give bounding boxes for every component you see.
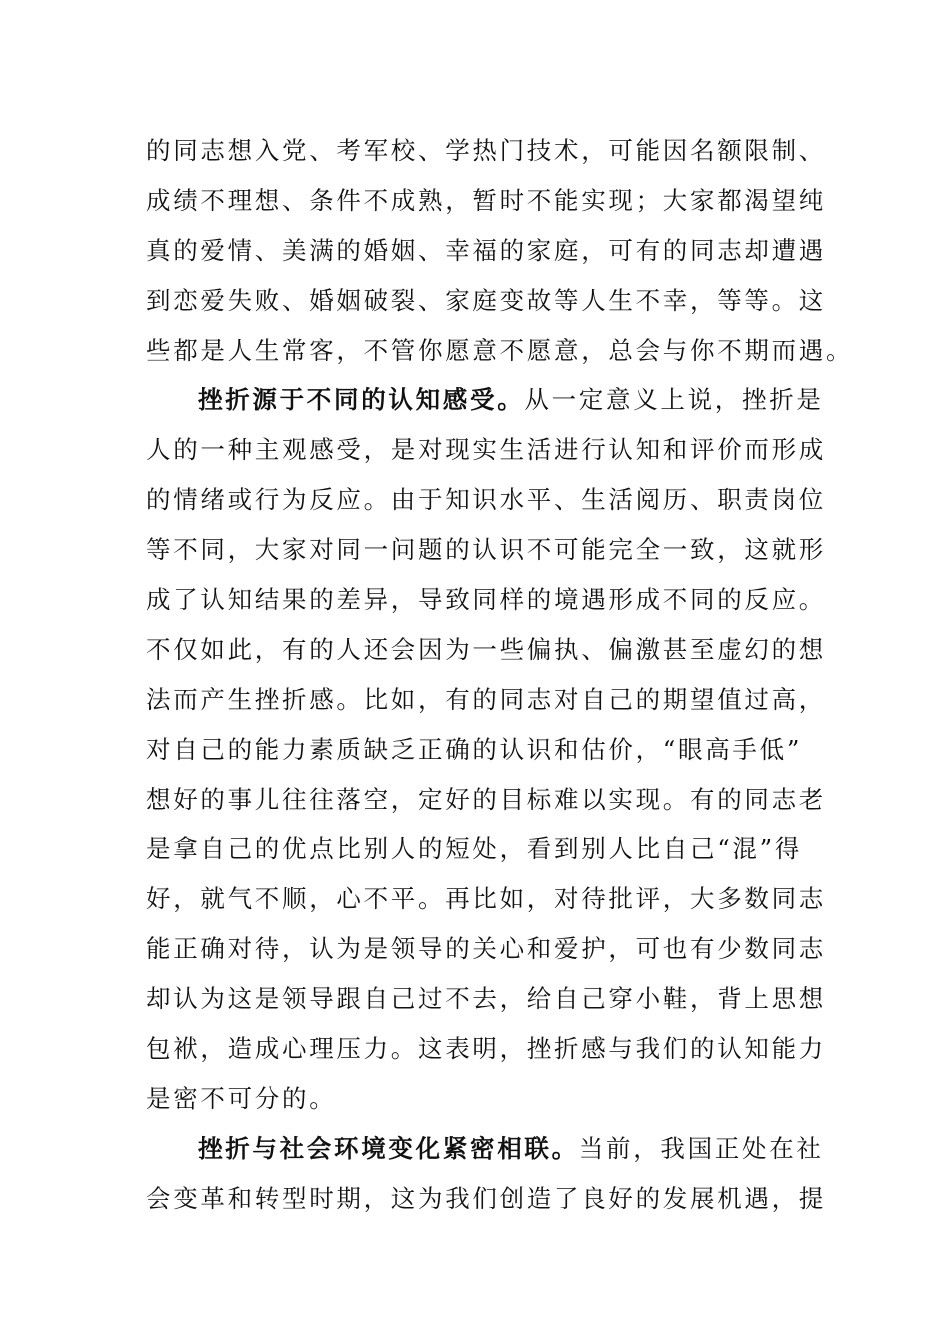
text-line: 是拿自己的优点比别人的短处，看到别人比自己“混”得 (146, 834, 803, 864)
paragraph-text: 从一定意义上说，挫折是 (524, 385, 824, 415)
paragraph-text: 当前，我国正处在社 (578, 1133, 824, 1163)
text-line: 对自己的能力素质缺乏正确的认识和估价，“眼高手低” (146, 734, 803, 764)
text-line: 成了认知结果的差异，导致同样的境遇形成不同的反应。 (146, 585, 826, 615)
text-line: 些都是人生常客，不管你愿意不愿意，总会与你不期而遇。 (146, 335, 854, 365)
text-line: 不仅如此，有的人还会因为一些偏执、偏激甚至虚幻的想 (146, 634, 826, 664)
text-line: 成绩不理想、条件不成熟，暂时不能实现；大家都渴望纯 (146, 185, 826, 215)
text-line: 等不同，大家对同一问题的认识不可能完全一致，这就形 (146, 535, 826, 565)
text-line: 包袱，造成心理压力。这表明，挫折感与我们的认知能力 (146, 1034, 826, 1064)
text-line: 的情绪或行为反应。由于知识水平、生活阅历、职责岗位 (146, 485, 826, 515)
text-line: 是密不可分的。 (146, 1083, 337, 1113)
paragraph-first-line (146, 1124, 824, 1174)
text-line: 到恋爱失败、婚姻破裂、家庭变故等人生不幸，等等。这 (146, 285, 826, 315)
text-line: 人的一种主观感受，是对现实生活进行认知和评价而形成 (146, 435, 826, 465)
paragraph-first-line (146, 375, 824, 425)
paragraph-heading: 挫折与社会环境变化紧密相联。 (198, 1133, 579, 1163)
text-line: 会变革和转型时期，这为我们创造了良好的发展机遇，提 (146, 1183, 826, 1213)
text-line: 真的爱情、美满的婚姻、幸福的家庭，可有的同志却遭遇 (146, 235, 826, 265)
text-line: 的同志想入党、考军校、学热门技术，可能因名额限制、 (146, 136, 826, 165)
paragraph-heading: 挫折源于不同的认知感受。 (198, 385, 525, 415)
text-line: 想好的事儿往往落空，定好的目标难以实现。有的同志老 (146, 784, 826, 814)
text-line: 好，就气不顺，心不平。再比如，对待批评，大多数同志 (146, 884, 826, 914)
text-line: 却认为这是领导跟自己过不去，给自己穿小鞋，背上思想 (146, 984, 826, 1014)
body-text (146, 126, 854, 1224)
text-line: 法而产生挫折感。比如，有的同志对自己的期望值过高， (146, 684, 826, 714)
text-line: 能正确对待，认为是领导的关心和爱护，可也有少数同志 (146, 934, 826, 964)
